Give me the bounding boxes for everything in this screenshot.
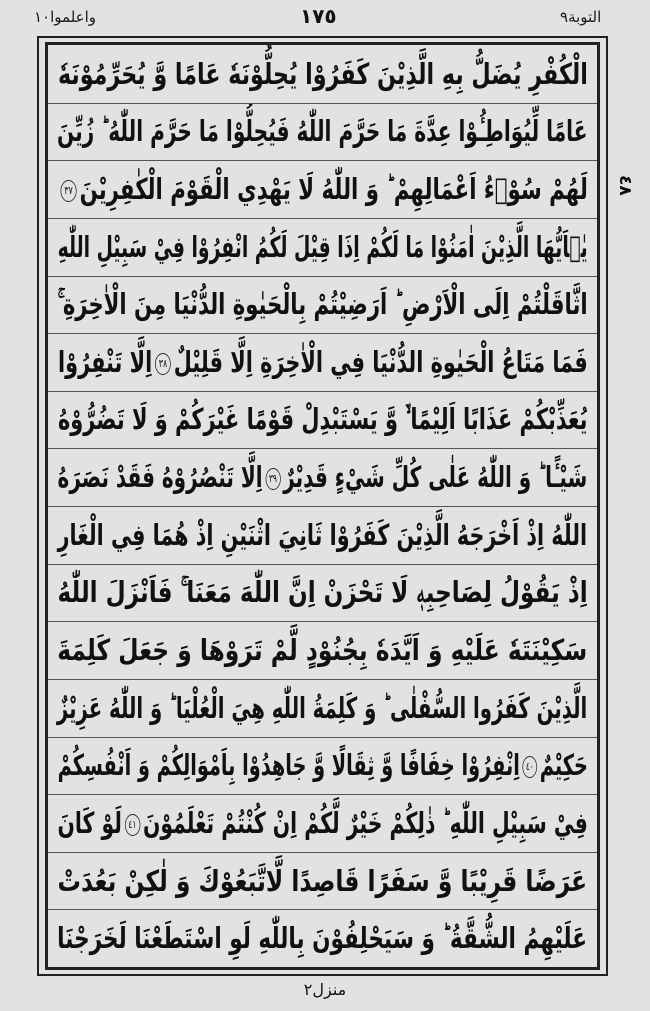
line-text-continued: اِلَّا تَنْصُرُوْهُ فَقَدْ نَصَرَهُ [57,460,263,495]
text-line [48,564,597,622]
manzil-label: منزل٢ [303,980,347,999]
line-text: عَامًا لِّيُوَاطِـُٔوْا عِدَّةَ مَا حَرَّمَ اللّٰهُ فَيُحِلُّوْا مَا حَرَّمَ اللّٰهُ ؕ زُيِّنَ [57,114,588,149]
line-divider [48,160,597,161]
line-text: شَيْـًٔا ؕ وَ اللّٰهُ عَلٰى كُلِّ شَيْءٍ قَدِيْرٌ [283,460,588,495]
line-text-continued: لَوْ كَانَ [57,805,122,840]
line-text: اللّٰهُ اِذْ اَخْرَجَهُ الَّذِيْنَ كَفَرُوْا ثَانِيَ اثْنَيْنِ اِذْ هُمَا فِي الْغَارِ [57,517,588,552]
line-text: اثَّاقَلْتُمْ اِلَى الْاَرْضِ ؕ اَرَضِيْتُمْ بِالْحَيٰوةِ الدُّنْيَا مِنَ الْاٰخِرَةِ ۚ [57,286,588,321]
text-line [48,679,597,737]
page-number: ١٧٥ [300,4,337,28]
line-text: الَّذِيْنَ كَفَرُوا السُّفْلٰى ؕ وَ كَلِمَةُ اللّٰهِ هِيَ الْعُلْيَا ؕ وَ اللّٰهُ عَزِيْزٌ [57,690,588,725]
juz-name: واعلموا١٠ [34,8,97,26]
line-divider [48,794,597,795]
line-text: يُعَذِّبْكُمْ عَذَابًا اَلِيْمًا ۙ۬ وَّ يَسْتَبْدِلْ قَوْمًا غَيْرَكُمْ وَ لَا تَضُرُّوْهُ [57,402,588,437]
line-text: فَمَا مَتَاعُ الْحَيٰوةِ الدُّنْيَا فِي الْاٰخِرَةِ اِلَّا قَلِيْلٌ [173,344,588,379]
line-text: حَكِيْمٌ [539,748,588,783]
line-divider [48,737,597,738]
line-divider [48,506,597,507]
line-divider [48,448,597,449]
text-line [48,506,597,564]
line-text: اِذْ يَقُوْلُ لِصَاحِبِهٖ لَا تَحْزَنْ اِنَّ اللّٰهَ مَعَنَا ۚ فَاَنْزَلَ اللّٰهُ [57,574,588,609]
line-text: يٰۤاَيُّهَا الَّذِيْنَ اٰمَنُوْا مَا لَكُمْ اِذَا قِيْلَ لَكُمُ انْفِرُوْا فِيْ سَبِيْلِ اللّٰهِ [57,229,588,264]
text-line [48,391,597,449]
surah-name: التوبة٩ [560,8,602,26]
ayah-number-marker: ٤١ [125,814,140,836]
text-line [48,737,597,795]
text-line [48,45,597,103]
line-divider [48,679,597,680]
text-line [48,218,597,276]
text-line [48,103,597,161]
line-divider [48,621,597,622]
line-text: عَلَيْهِمُ الشُّقَّةُ ؕ وَ سَيَحْلِفُوْنَ بِاللّٰهِ لَوِ اسْتَطَعْنَا لَخَرَجْنَا [57,921,588,956]
line-divider [48,276,597,277]
line-text: عَرَضًا قَرِيْبًا وَّ سَفَرًا قَاصِدًا لَّاتَّبَعُوْكَ وَ لٰكِنْ بَعُدَتْ [57,863,588,898]
line-divider [48,391,597,392]
text-line [48,333,597,391]
text-line [48,160,597,218]
text-line [48,852,597,910]
line-divider [48,564,597,565]
line-divider [48,909,597,910]
ayah-number-marker: ٣٨ [155,353,171,375]
line-divider [48,852,597,853]
text-line [48,909,597,967]
ayah-number-marker: ٤٠ [522,756,537,778]
line-text: فِيْ سَبِيْلِ اللّٰهِ ؕ ذٰلِكُمْ خَيْرٌ لَّكُمْ اِنْ كُنْتُمْ تَعْلَمُوْنَ [142,805,588,840]
text-line [48,794,597,852]
text-block [48,45,597,967]
ruku-marker: ٤٨ [615,174,635,196]
line-divider [48,103,597,104]
line-text: لَهُمْ سُوْۤءُ اَعْمَالِهِمْ ؕ وَ اللّٰهُ لَا يَهْدِي الْقَوْمَ الْكٰفِرِيْنَ [79,172,588,207]
line-text-continued: اِلَّا تَنْفِرُوْا [57,344,152,379]
text-line [48,621,597,679]
line-text: الْكُفْرِ يُضَلُّ بِهِ الَّذِيْنَ كَفَرُوْا يُحِلُّوْنَهٗ عَامًا وَّ يُحَرِّمُوْنَهٗ [57,56,588,91]
line-text: سَكِيْنَتَهٗ عَلَيْهِ وَ اَيَّدَهٗ بِجُنُوْدٍ لَّمْ تَرَوْهَا وَ جَعَلَ كَلِمَةَ [57,633,588,668]
text-line [48,276,597,334]
ayah-number-marker: ٣٧ [60,180,76,202]
line-divider [48,333,597,334]
ayah-number-marker: ٣٩ [265,468,280,490]
page-header [0,0,650,36]
line-divider [48,218,597,219]
text-line [48,448,597,506]
line-text-continued: اِنْفِرُوْا خِفَافًا وَّ ثِقَالًا وَّ جَاهِدُوْا بِاَمْوَالِكُمْ وَ اَنْفُسِكُمْ [57,748,520,783]
